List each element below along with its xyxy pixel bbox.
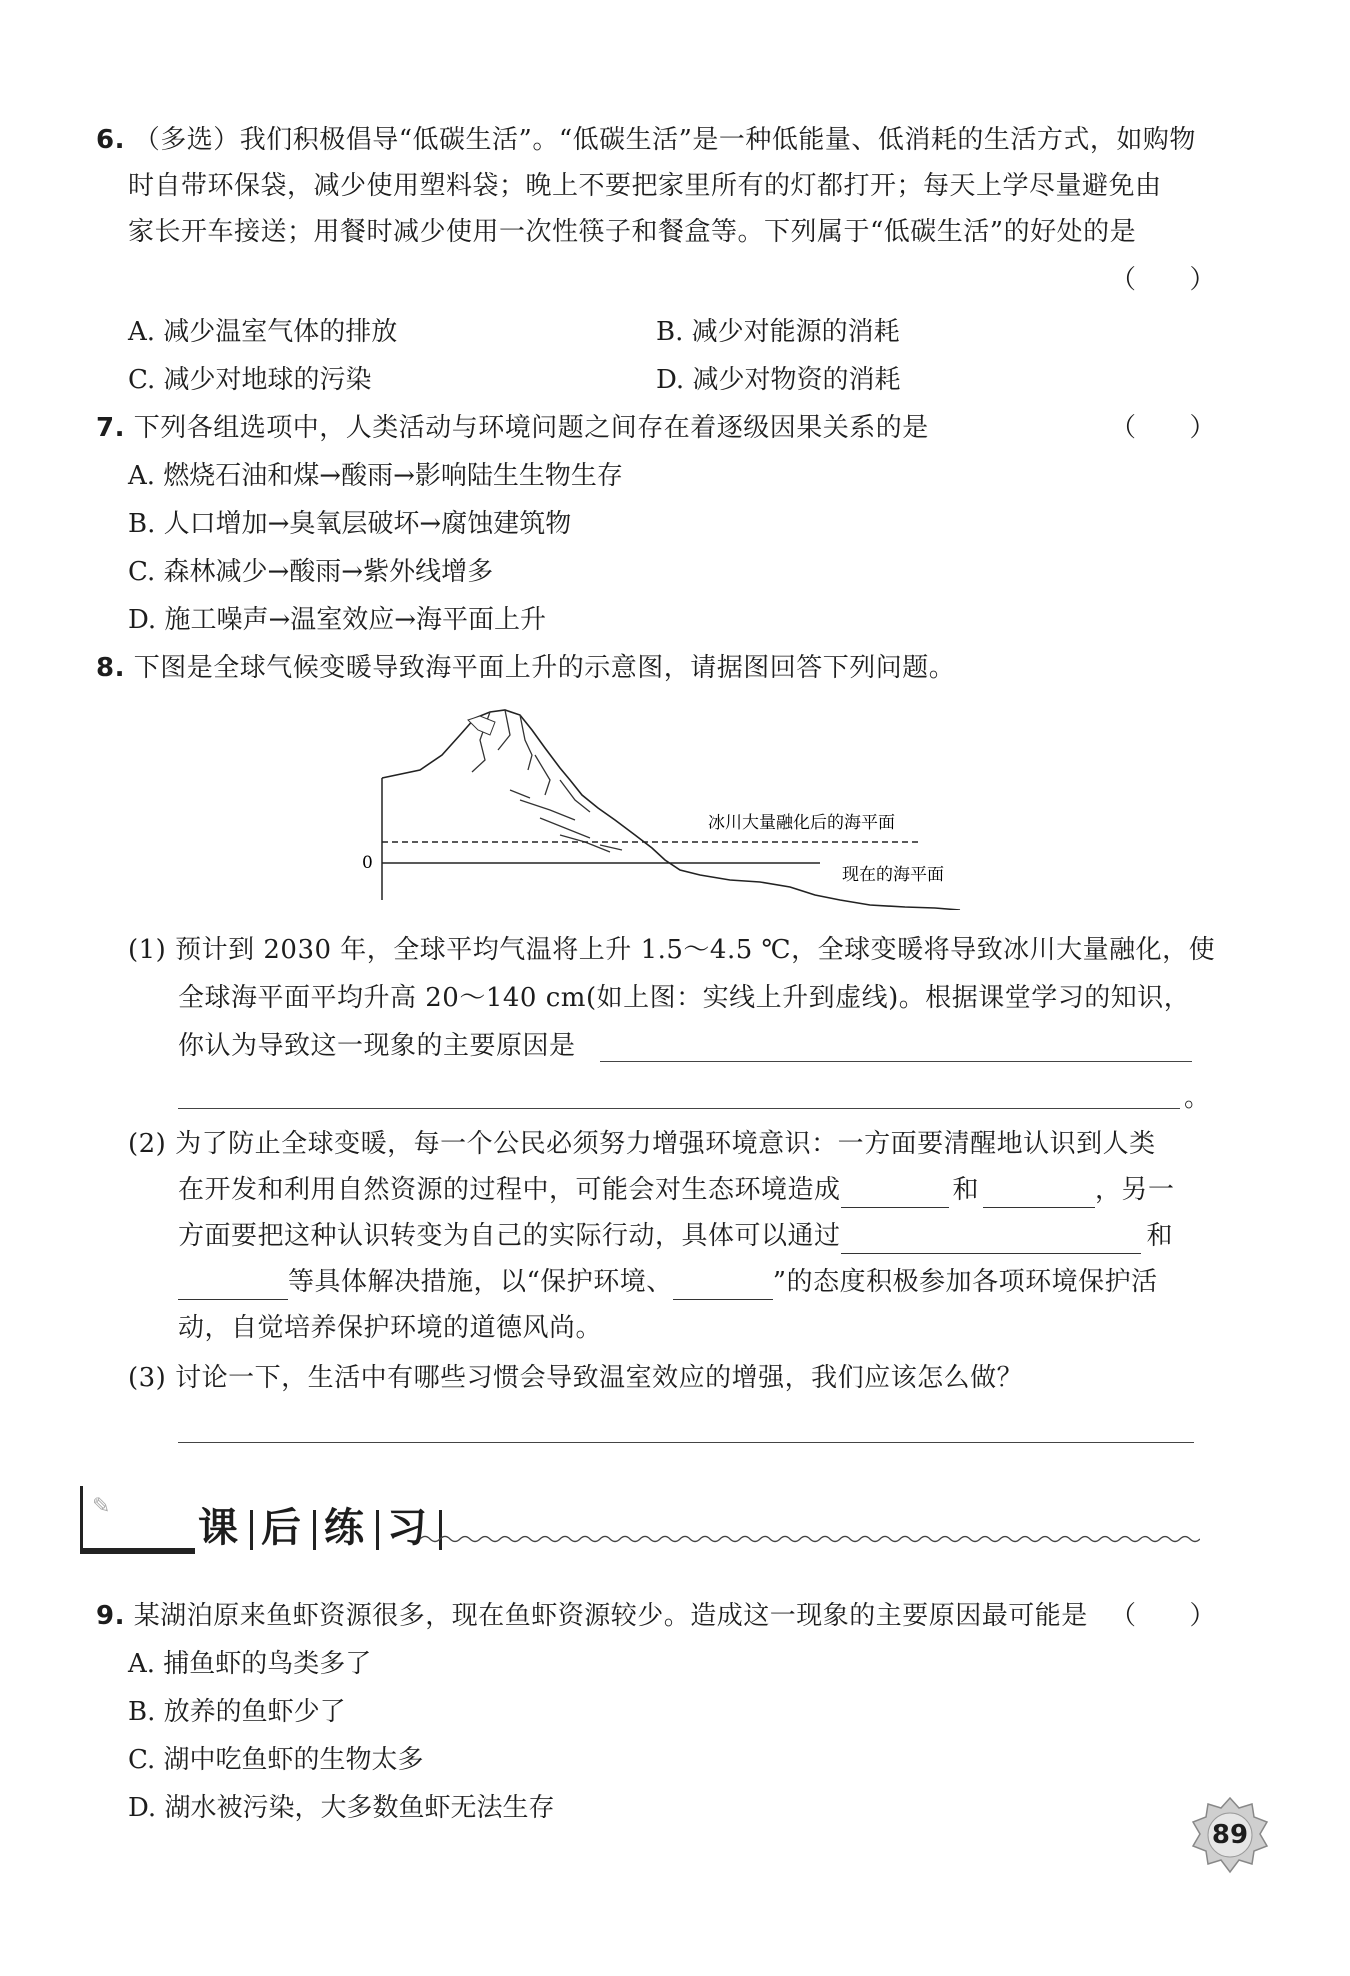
q6-line3: 家长开车接送；用餐时减少使用一次性筷子和餐盒等。下列属于“低碳生活”的好处的是: [128, 217, 1137, 247]
q7-option-a: A. 燃烧石油和煤→酸雨→影响陆生生物生存: [128, 461, 623, 491]
q8-p2-text-2b: 和: [952, 1175, 980, 1205]
q8-p1-end-mark: 。: [1184, 1083, 1211, 1113]
q8-p2-text-2a: 在开发和利用自然资源的过程中，可能会对生态环境造成: [178, 1175, 841, 1205]
q8-p2-line2: [178, 1172, 1175, 1208]
q6-option-b: B. 减少对能源的消耗: [656, 317, 900, 347]
q8-number: 8.: [96, 653, 125, 683]
q6-text-1: （多选）我们积极倡导“低碳生活”。“低碳生活”是一种低能量、低消耗的生活方式，如购物: [133, 125, 1196, 155]
section-title-divider-1: [250, 1510, 253, 1550]
section-title-char-1: 课: [198, 1505, 242, 1551]
snow-cap: [468, 716, 495, 735]
q8-p2-line3: [178, 1218, 1173, 1254]
q8-p2-blank-2[interactable]: [983, 1179, 1095, 1208]
q8-p2-line5: 动，自觉培养保护环境的道德风尚。: [178, 1313, 603, 1343]
q8-p2-blank-4[interactable]: [178, 1271, 288, 1300]
q8-p1-answer-blank-2[interactable]: [178, 1108, 1180, 1109]
sea-level-diagram: [360, 700, 980, 910]
section-title-char-4: 习: [387, 1505, 431, 1551]
section-title-divider-3: [376, 1510, 379, 1550]
q8-p2-text-3b: 和: [1146, 1221, 1174, 1251]
q9-answer-paren: （ ）: [1110, 1601, 1217, 1631]
q7-stem-line: [96, 410, 929, 446]
q8-p1-text-1: 预计到 2030 年，全球平均气温将上升 1.5～4.5 ℃，全球变暖将导致冰川大量融化，使: [175, 935, 1216, 965]
q8-p2-blank-3[interactable]: [841, 1225, 1141, 1254]
q8-p3-number: (3): [128, 1363, 167, 1393]
section-header-ornament: ✎: [92, 1494, 111, 1519]
page-number: 89: [1211, 1820, 1249, 1850]
q6-number: 6.: [96, 125, 125, 155]
section-wavy-rule: [420, 1532, 1200, 1546]
q8-p3-answer-blank[interactable]: [178, 1442, 1194, 1443]
q8-stem-line: [96, 650, 955, 686]
q6-option-c: C. 减少对地球的污染: [128, 365, 372, 395]
q8-p1-line2: 全球海平面平均升高 20～140 cm(如上图：实线上升到虚线)。根据课堂学习的知识，: [178, 983, 1191, 1013]
q8-p3-text-1: 讨论一下，生活中有哪些习惯会导致温室效应的增强，我们应该怎么做？: [175, 1363, 1024, 1393]
q9-option-a: A. 捕鱼虾的鸟类多了: [128, 1649, 372, 1679]
q8-p2-text-1: 为了防止全球变暖，每一个公民必须努力增强环境意识：一方面要清醒地认识到人类: [175, 1129, 1156, 1159]
q6-line1: [96, 122, 1196, 158]
q7-option-b: B. 人口增加→臭氧层破坏→腐蚀建筑物: [128, 509, 572, 539]
q8-p1-number: (1): [128, 935, 167, 965]
q9-option-d: D. 湖水被污染，大多数鱼虾无法生存: [128, 1793, 555, 1823]
q8-p2-line1: [128, 1126, 1156, 1162]
q9-stem: 某湖泊原来鱼虾资源很多，现在鱼虾资源较少。造成这一现象的主要原因最可能是: [133, 1601, 1088, 1631]
q8-p3-line1: [128, 1360, 1023, 1396]
section-title: [198, 1496, 450, 1553]
q6-option-a: A. 减少温室气体的排放: [128, 317, 398, 347]
q9-number: 9.: [96, 1601, 125, 1631]
axis-zero-label: 0: [362, 853, 373, 873]
section-title-char-2: 后: [261, 1505, 305, 1551]
q8-p1-line1: [128, 932, 1215, 968]
future-sea-level-label: 冰川大量融化后的海平面: [708, 813, 895, 833]
mountain-shading: [472, 710, 622, 852]
q7-answer-paren: （ ）: [1110, 413, 1217, 443]
q9-option-b: B. 放养的鱼虾少了: [128, 1697, 346, 1727]
q8-stem: 下图是全球气候变暖导致海平面上升的示意图，请据图回答下列问题。: [133, 653, 956, 683]
q8-p2-number: (2): [128, 1129, 167, 1159]
q8-p2-line4: [178, 1264, 1158, 1300]
q6-line2: 时自带环保袋，减少使用塑料袋；晚上不要把家里所有的灯都打开；每天上学尽量避免由: [128, 171, 1162, 201]
q7-option-d: D. 施工噪声→温室效应→海平面上升: [128, 605, 547, 635]
q7-option-c: C. 森林减少→酸雨→紫外线增多: [128, 557, 494, 587]
q8-p2-text-3a: 方面要把这种认识转变为自己的实际行动，具体可以通过: [178, 1221, 841, 1251]
q8-p2-text-2c: ，另一: [1095, 1175, 1175, 1205]
q6-option-d: D. 减少对物资的消耗: [656, 365, 901, 395]
q9-stem-line: [96, 1598, 1088, 1634]
q8-p2-text-4a: 等具体解决措施，以“保护环境、: [288, 1267, 673, 1297]
section-title-divider-2: [313, 1510, 316, 1550]
q7-number: 7.: [96, 413, 125, 443]
q8-p2-blank-1[interactable]: [841, 1179, 949, 1208]
current-sea-level-label: 现在的海平面: [842, 865, 944, 885]
q8-p1-answer-blank-1[interactable]: [600, 1061, 1192, 1062]
q7-stem: 下列各组选项中，人类活动与环境问题之间存在着逐级因果关系的是: [133, 413, 929, 443]
section-title-char-3: 练: [324, 1505, 368, 1551]
q8-p2-text-4b: ”的态度积极参加各项环境保护活: [772, 1267, 1158, 1297]
q8-p2-blank-5[interactable]: [673, 1271, 773, 1300]
q6-answer-paren: （ ）: [1110, 265, 1217, 295]
q8-p1-line3: 你认为导致这一现象的主要原因是: [178, 1031, 576, 1061]
q9-option-c: C. 湖中吃鱼虾的生物太多: [128, 1745, 424, 1775]
